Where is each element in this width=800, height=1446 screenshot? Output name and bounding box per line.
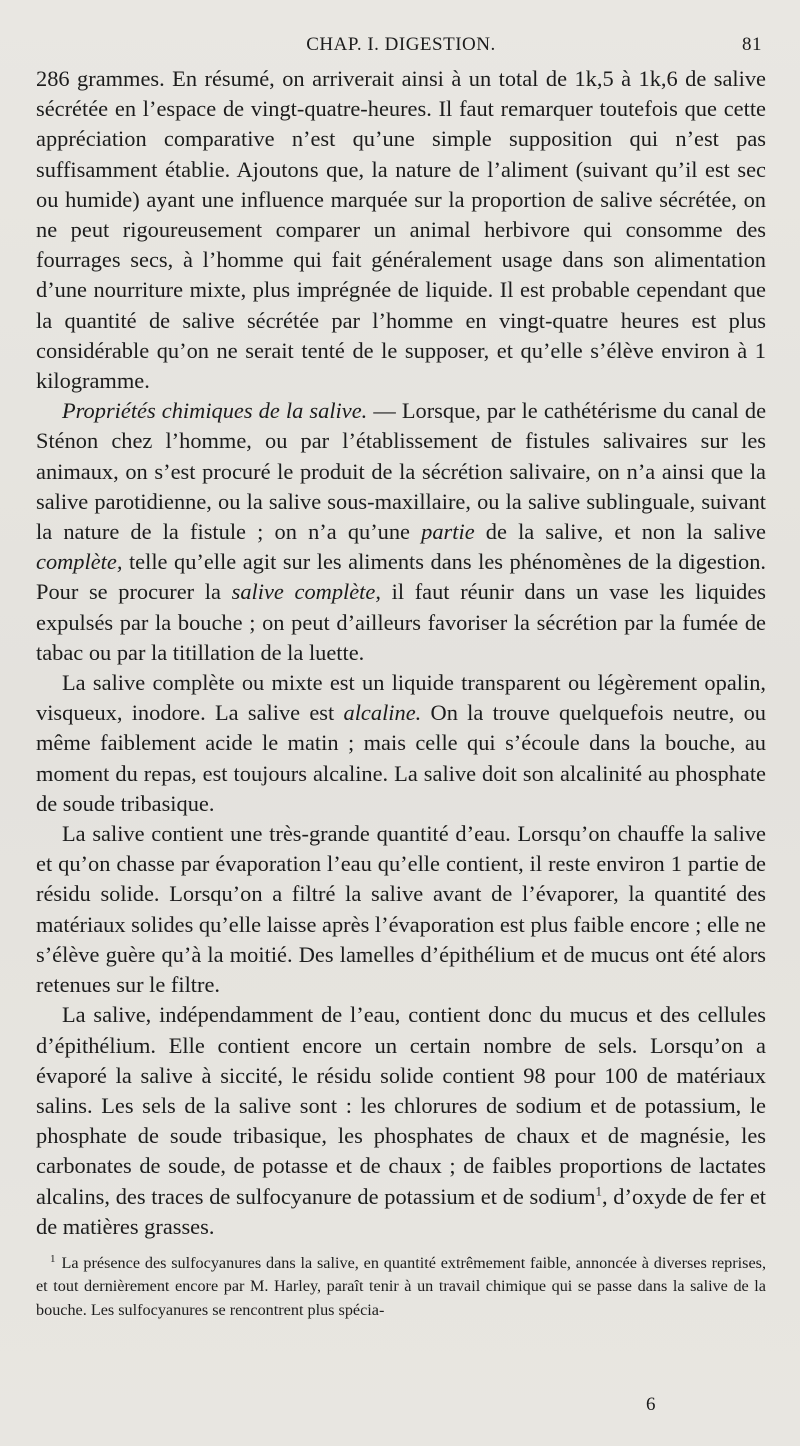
italic-run: salive complète, <box>231 579 381 605</box>
footnote-reference[interactable]: 1 <box>595 1183 602 1199</box>
italic-run: complète, <box>36 549 123 575</box>
paragraph-1: 286 grammes. En résumé, on arriverait ainsi à un total de 1k,5 à 1k,6 de salive sécrétée en l’espace de vingt-quatre-heures. Il faut remarquer toutefois que cette appréciation comparative n’est qu’une simple supposition qui n’est pas suffisamment établie. Ajoutons que, la nature de l’aliment (suivant qu’il est sec ou humide) ayant une influence marquée sur la proportion de salive sécrétée, on ne peut rigoureusement comparer un animal herbivore qui consomme des fourrages secs, à l’homme qui fait généralement usage dans son alimentation d’une nourriture mixte, plus imprégnée de liquide. Il est probable cependant que la quantité de salive sécrétée par l’homme en vingt-quatre heures est plus considérable qu’on ne serait tenté de le supposer, et qu’elle s’élève environ à 1 kilogramme. <box>36 66 766 394</box>
signature-mark: 6 <box>646 1394 656 1415</box>
section-heading: Propriétés chimiques de la salive. <box>62 398 368 424</box>
text-run: La salive complète ou mixte est un liquide transparent ou légèrement opalin, visqueux, inodore. La salive est <box>36 670 766 726</box>
page-header <box>36 28 766 64</box>
text-run: — Lorsque, par le cathétérisme du canal de Sténon chez l’homme, ou par l’établissement de fistules salivaires sur les animaux, on s’est procuré le produit de la sécrétion salivaire, on n’a ainsi que la salive parotidienne, ou la salive sous-maxillaire, ou la salive sublinguale, suivant la nature de la fistule ; on n’a qu’une <box>36 398 767 545</box>
text-run: On la trouve quelquefois neutre, ou même faiblement acide le matin ; mais celle qui s’écoule dans la bouche, au moment du repas, est toujours alcaline. La salive doit son alcalinité au phosphate de soude tribasique. <box>36 700 766 816</box>
paragraph-2 <box>36 396 766 668</box>
italic-run: partie <box>421 519 475 545</box>
page-number: 81 <box>742 34 762 55</box>
running-title: CHAP. I. DIGESTION. <box>306 34 496 55</box>
text-run: , d’oxyde de fer et de matières grasses. <box>36 1183 766 1239</box>
text-run: de la salive, et non la salive <box>474 519 766 545</box>
text-run: il faut réunir dans un vase les liquides expulsés par la bouche ; on peut d’ailleurs favoriser la sécrétion par la fumée de tabac ou par la titillation de la luette. <box>36 579 766 665</box>
body-text <box>36 64 766 1242</box>
paragraph-5 <box>36 1000 766 1242</box>
italic-run: alcaline. <box>343 700 422 726</box>
paragraph-3 <box>36 668 766 819</box>
footnote <box>36 1252 766 1323</box>
text-run: La salive, indépendamment de l’eau, contient donc du mucus et des cellules d’épithélium. Elle contient encore un certain nombre de sels. Lorsqu’on a évaporé la salive à siccité, le résidu solide contient 98 pour 100 de matériaux salins. Les sels de la salive sont : les chlorures de sodium et de potassium, le phosphate de soude tribasique, les phosphates de chaux et de magnésie, les carbonates de soude, de potasse et de chaux ; de faibles proportions de lactates alcalins, des traces de sulfocyanure de potassium et de sodium <box>36 1002 766 1209</box>
footnote-mark: 1 <box>50 1252 56 1265</box>
paragraph-4: La salive contient une très-grande quantité d’eau. Lorsqu’on chauffe la salive et qu’on chasse par évaporation l’eau qu’elle contient, il reste environ 1 partie de résidu solide. Lorsqu’on a filtré la salive avant de l’évaporer, la quantité des matériaux solides qu’elle laisse après l’évaporation est plus faible encore ; elle ne s’élève guère qu’à la moitié. Des lamelles d’épithélium et de mucus ont été alors retenues sur le filtre. <box>36 821 766 998</box>
footnote-text: La présence des sulfocyanures dans la salive, en quantité extrêmement faible, annoncée à diverses reprises, et tout dernièrement encore par M. Harley, paraît tenir à un travail chimique qui se passe dans la salive de la bouche. Les sulfocyanures se rencontrent plus spécia- <box>36 1253 766 1319</box>
text-run: telle qu’elle agit sur les aliments dans les phénomènes de la digestion. Pour se procurer la <box>36 549 766 605</box>
